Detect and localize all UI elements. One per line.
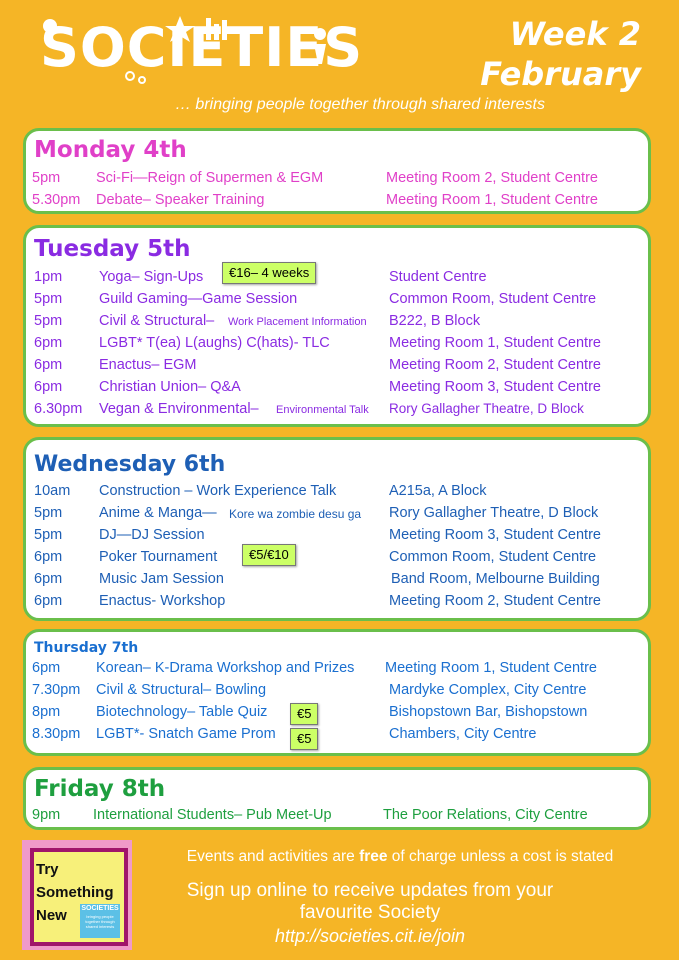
thursday-box [23, 629, 651, 756]
event-name: LGBT* T(ea) L(aughs) C(hats)- TLC [99, 335, 330, 351]
event-name: Sci-Fi—Reign of Supermen & EGM [96, 170, 324, 186]
price-badge: €5 [290, 703, 318, 725]
event-row [26, 310, 648, 332]
event-time: 6pm [32, 660, 61, 676]
event-venue: Rory Gallagher Theatre, D Block [389, 401, 584, 416]
event-venue: B222, B Block [389, 313, 481, 329]
event-row [26, 266, 648, 288]
wednesday-box [23, 437, 651, 621]
event-time: 9pm [32, 807, 61, 823]
event-venue: Band Room, Melbourne Building [391, 571, 600, 587]
free-notice [140, 848, 660, 866]
event-venue: Bishopstown Bar, Bishopstown [389, 704, 588, 720]
free-notice-pre: Events and activities are [186, 848, 360, 865]
event-venue: Student Centre [389, 269, 487, 285]
price-badge: €5 [290, 728, 318, 750]
event-venue: Rory Gallagher Theatre, D Block [389, 505, 599, 521]
event-time: 6pm [34, 593, 63, 609]
try-something-new-badge [22, 840, 132, 950]
event-row [26, 701, 648, 723]
event-note: Kore wa zombie desu ga [229, 507, 362, 521]
signup-line: favourite Society [299, 902, 441, 923]
day-title-wednesday: Wednesday 6th [34, 452, 226, 477]
event-venue: Chambers, City Centre [389, 726, 537, 742]
mini-logo-text: SOCIETIES [81, 905, 119, 912]
event-name: Korean– K-Drama Workshop and Prizes [96, 660, 355, 676]
event-row [26, 376, 648, 398]
event-venue: Meeting Room 2, Student Centre [386, 170, 598, 186]
event-venue: Meeting Room 3, Student Centre [389, 527, 601, 543]
try-line: Try [36, 861, 59, 878]
event-name: Enactus– EGM [99, 357, 197, 373]
price-badge: €5/€10 [242, 544, 296, 566]
event-name: LGBT*- Snatch Game Prom [96, 726, 276, 742]
tagline: … bringing people together through shared interests [174, 96, 545, 113]
try-line: Something [36, 884, 114, 901]
event-row [26, 546, 648, 568]
event-row [26, 723, 648, 745]
week-label: Week 2 [509, 15, 641, 53]
event-name: Anime & Manga— [99, 505, 217, 521]
event-row [26, 657, 648, 679]
event-time: 6pm [34, 335, 63, 351]
signup-notice [140, 880, 600, 924]
event-row [26, 524, 648, 546]
event-time: 1pm [34, 269, 63, 285]
event-name: Enactus- Workshop [99, 593, 226, 609]
logo-text: SOCIETIES [40, 16, 364, 79]
event-venue: A215a, A Block [389, 483, 487, 499]
event-name: International Students– Pub Meet-Up [93, 807, 332, 823]
event-name: Poker Tournament [99, 549, 218, 565]
event-row [26, 568, 648, 590]
event-time: 6pm [34, 549, 63, 565]
event-venue: The Poor Relations, City Centre [383, 807, 588, 823]
event-time: 5pm [32, 170, 61, 186]
event-note: Work Placement Information [228, 316, 367, 328]
event-time: 8pm [32, 704, 61, 720]
event-time: 7.30pm [32, 682, 81, 698]
event-name: Guild Gaming—Game Session [99, 291, 298, 307]
event-time: 5.30pm [32, 192, 81, 208]
event-row [26, 354, 648, 376]
event-row [26, 189, 648, 211]
event-name: Biotechnology– Table Quiz [96, 704, 268, 720]
friday-box [23, 767, 651, 830]
week-title [480, 14, 641, 94]
price-badge: €16– 4 weeks [222, 262, 316, 284]
event-name: Debate– Speaker Training [96, 192, 265, 208]
event-row [26, 480, 648, 502]
signup-line: Sign up online to receive updates from your [186, 880, 554, 901]
event-name: DJ—DJ Session [99, 527, 205, 543]
event-venue: Meeting Room 1, Student Centre [389, 335, 601, 351]
event-row [26, 398, 648, 420]
event-venue: Meeting Room 3, Student Centre [389, 379, 601, 395]
event-time: 6pm [34, 379, 63, 395]
event-venue: Meeting Room 1, Student Centre [385, 660, 597, 676]
event-time: 6.30pm [34, 401, 83, 417]
day-title-tuesday: Tuesday 5th [34, 236, 191, 262]
event-venue: Meeting Room 1, Student Centre [386, 192, 598, 208]
event-venue: Mardyke Complex, City Centre [389, 682, 587, 698]
day-title-thursday: Thursday 7th [34, 640, 139, 656]
event-row [26, 167, 648, 189]
mini-logo-tagline: bringing people together through shared interests [85, 914, 115, 929]
societies-logo [30, 14, 364, 84]
event-name: Music Jam Session [99, 571, 224, 587]
event-time: 6pm [34, 571, 63, 587]
signup-link[interactable]: http://societies.cit.ie/join [274, 926, 466, 946]
event-row [26, 590, 648, 612]
event-row [26, 288, 648, 310]
event-time: 10am [34, 483, 71, 499]
try-badge-frame [30, 848, 128, 946]
event-name: Civil & Structural– [99, 313, 215, 329]
mini-societies-logo [80, 904, 120, 938]
event-time: 5pm [34, 505, 63, 521]
event-venue: Common Room, Student Centre [389, 291, 597, 307]
event-row [26, 804, 648, 826]
free-notice-post: of charge unless a cost is stated [387, 848, 614, 865]
event-row [26, 679, 648, 701]
event-name: Christian Union– Q&A [99, 379, 241, 395]
event-venue: Meeting Room 2, Student Centre [389, 357, 601, 373]
event-name: Vegan & Environmental– [99, 401, 259, 417]
event-row [26, 502, 648, 524]
event-time: 5pm [34, 313, 63, 329]
day-title-friday: Friday 8th [34, 776, 166, 802]
event-name: Civil & Structural– Bowling [96, 682, 267, 698]
event-venue: Meeting Room 2, Student Centre [389, 593, 601, 609]
event-name: Yoga– Sign-Ups [99, 269, 204, 285]
tuesday-box [23, 225, 651, 427]
event-time: 6pm [34, 357, 63, 373]
day-title-monday: Monday 4th [34, 137, 187, 163]
event-note: Environmental Talk [276, 404, 369, 416]
event-time: 5pm [34, 291, 63, 307]
event-time: 5pm [34, 527, 63, 543]
event-row [26, 332, 648, 354]
event-time: 8.30pm [32, 726, 81, 742]
event-venue: Common Room, Student Centre [389, 549, 597, 565]
free-word: free [359, 848, 388, 865]
monday-box [23, 128, 651, 214]
try-line: New [36, 907, 67, 924]
month-label: February [480, 55, 641, 93]
event-name: Construction – Work Experience Talk [99, 483, 337, 499]
